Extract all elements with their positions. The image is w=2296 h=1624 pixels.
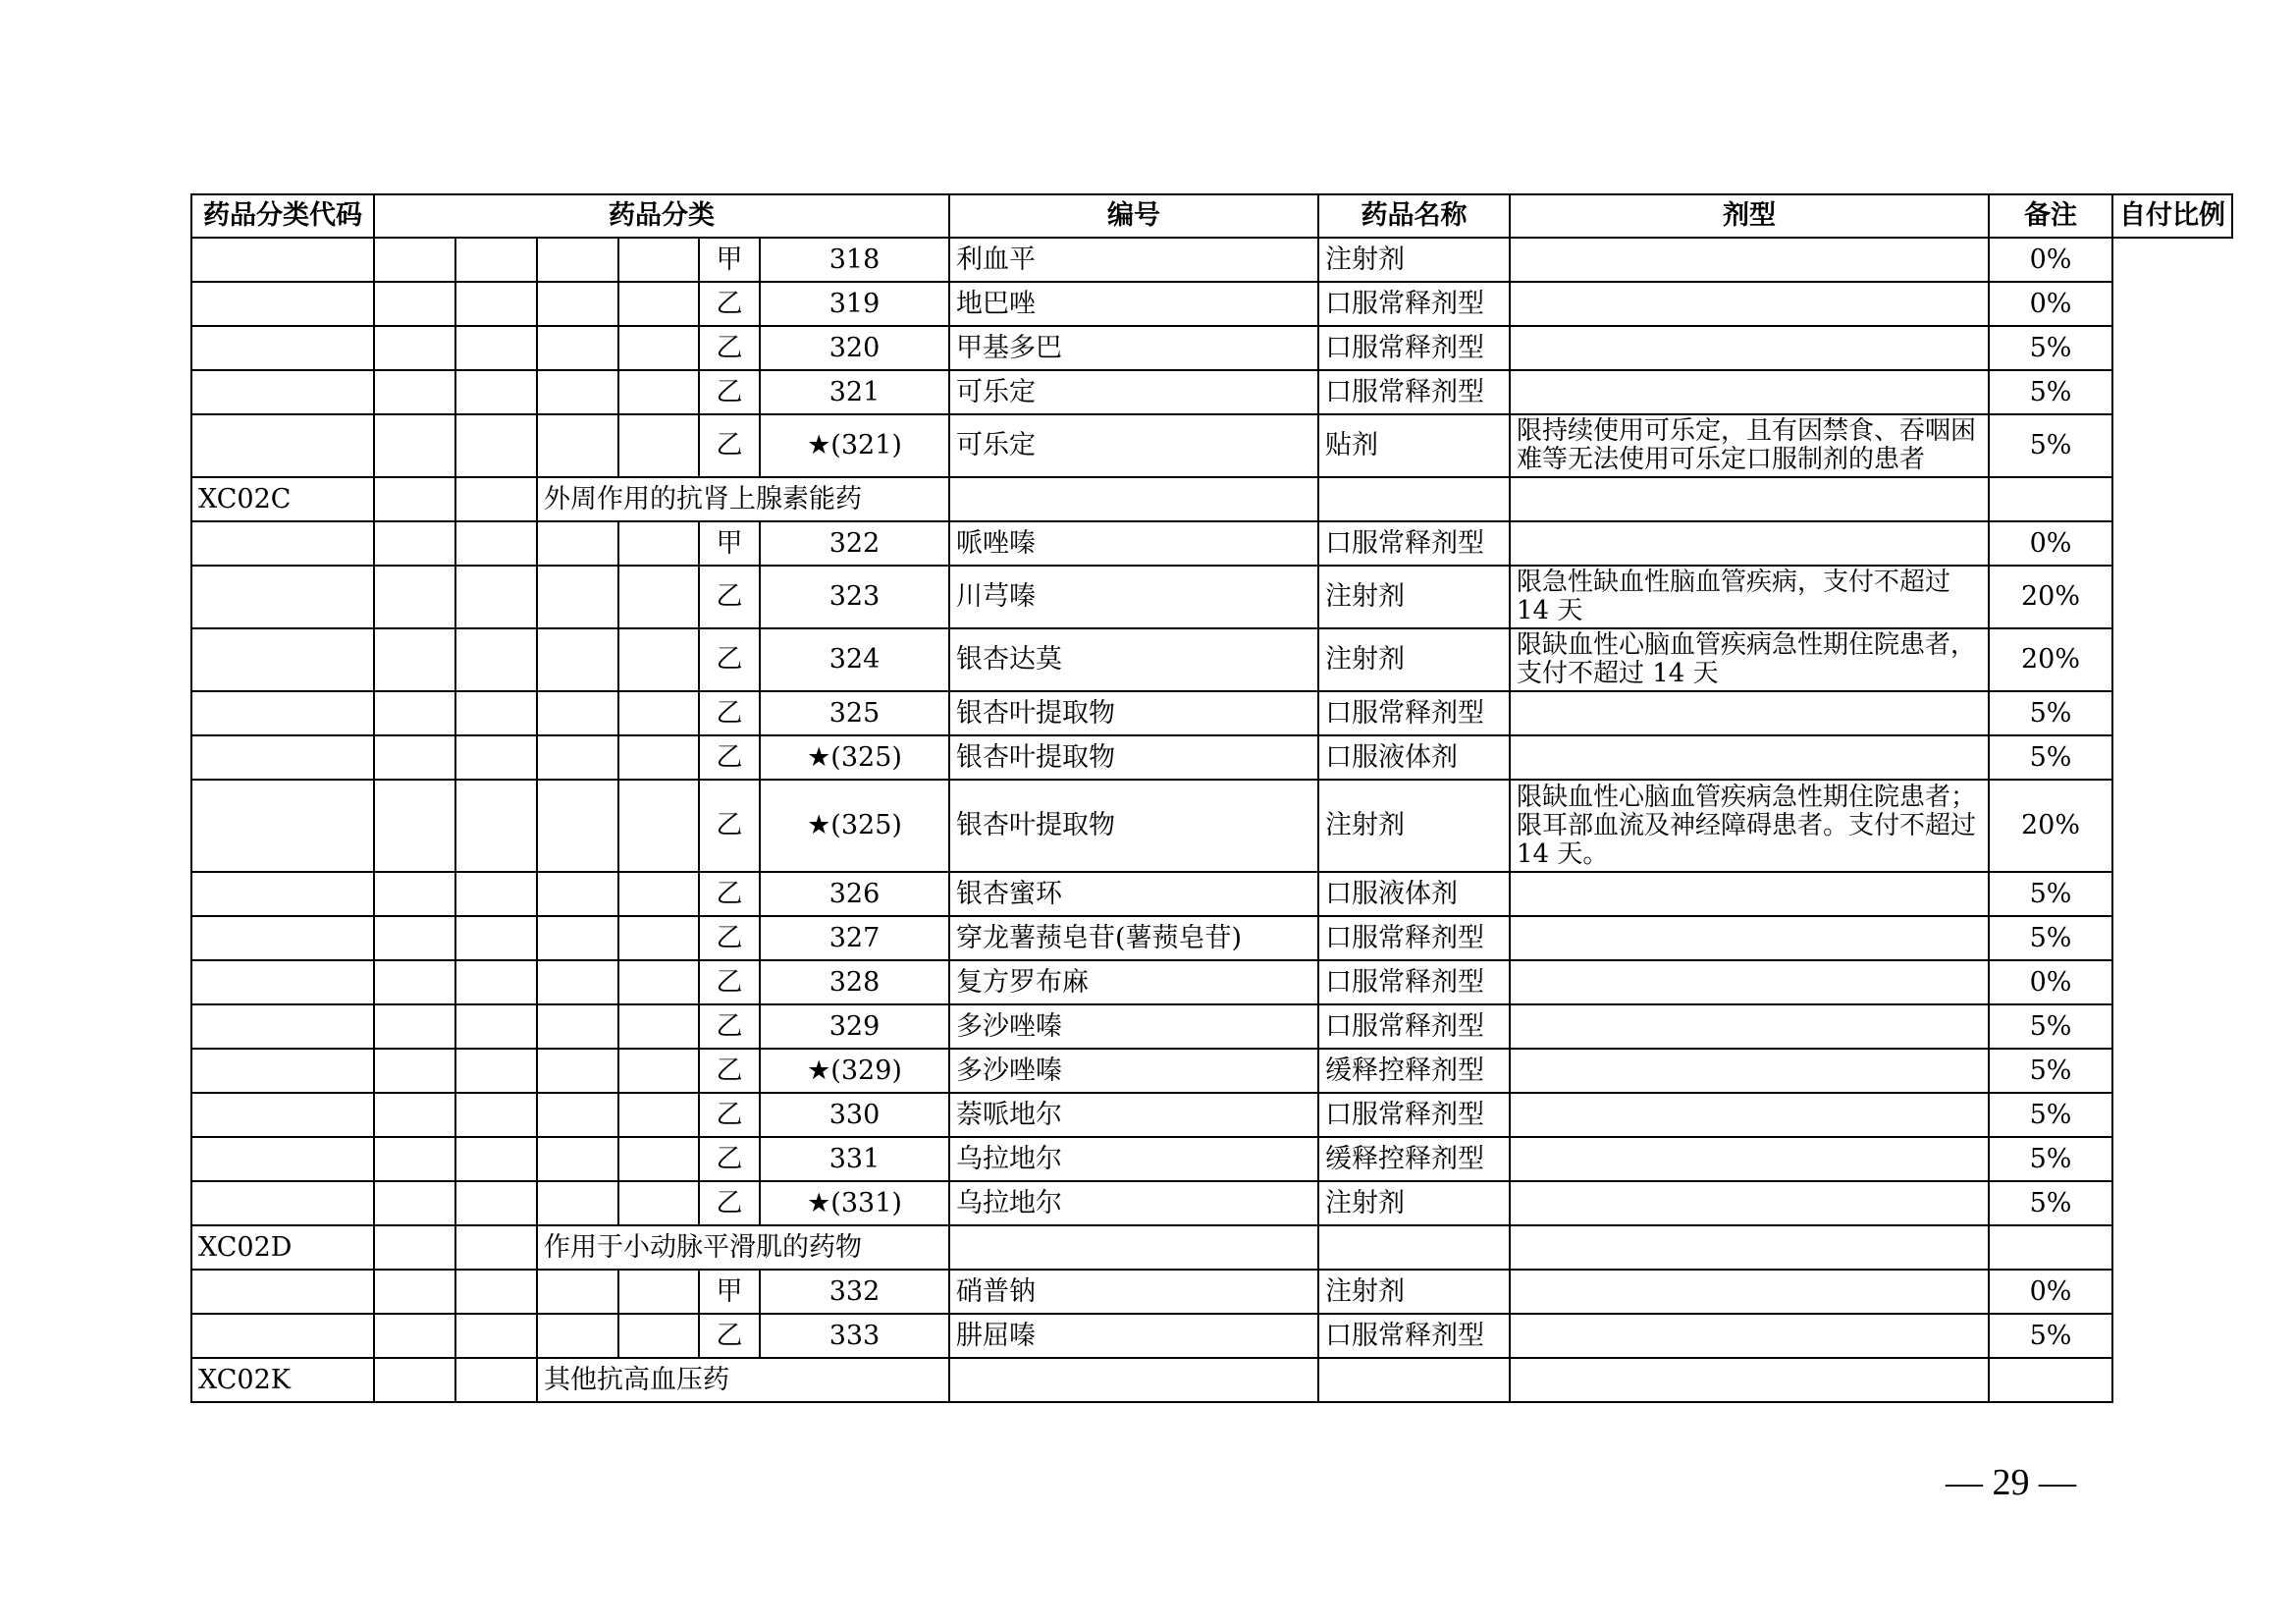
indent-cell (618, 521, 699, 566)
drug-level: 乙 (699, 1181, 760, 1225)
drug-ratio: 5% (1989, 691, 2112, 735)
drug-note (1510, 691, 1989, 735)
indent-cell (374, 960, 455, 1004)
indent-cell (537, 1181, 618, 1225)
drug-form: 口服常释剂型 (1318, 1093, 1510, 1137)
indent-cell (537, 628, 618, 691)
indent-cell (537, 238, 618, 282)
drug-level: 甲 (699, 521, 760, 566)
drug-form: 注射剂 (1318, 780, 1510, 872)
drug-name: 银杏叶提取物 (949, 691, 1318, 735)
drug-name: 多沙唑嗪 (949, 1004, 1318, 1049)
drug-form-cell (1318, 1225, 1510, 1270)
drug-ratio: 0% (1989, 1270, 2112, 1314)
drug-ratio: 20% (1989, 780, 2112, 872)
category-code (191, 521, 374, 566)
category-code (191, 1004, 374, 1049)
indent-cell (618, 691, 699, 735)
indent-cell (618, 370, 699, 414)
drug-ratio: 5% (1989, 1137, 2112, 1181)
indent-cell (537, 780, 618, 872)
category-code (191, 691, 374, 735)
drug-note (1510, 960, 1989, 1004)
drug-note (1510, 1004, 1989, 1049)
category-code (191, 1137, 374, 1181)
drug-form: 口服常释剂型 (1318, 326, 1510, 370)
drug-number: 323 (760, 566, 949, 628)
indent-cell (374, 1270, 455, 1314)
table-row (191, 628, 2232, 691)
drug-note (1510, 1049, 1989, 1093)
drug-ratio: 5% (1989, 1049, 2112, 1093)
header-form: 剂型 (1510, 194, 1989, 238)
drug-level: 乙 (699, 1137, 760, 1181)
drug-name: 多沙唑嗪 (949, 1049, 1318, 1093)
table-row (191, 960, 2232, 1004)
indent-cell (455, 1137, 537, 1181)
drug-number: 321 (760, 370, 949, 414)
indent-cell (618, 238, 699, 282)
indent-cell (537, 1049, 618, 1093)
category-code (191, 1314, 374, 1358)
indent-cell (537, 1314, 618, 1358)
indent-cell (455, 780, 537, 872)
indent-cell (455, 370, 537, 414)
indent-cell (374, 735, 455, 780)
category-code: XC02D (191, 1225, 374, 1270)
drug-ratio: 5% (1989, 735, 2112, 780)
drug-name: 萘哌地尔 (949, 1093, 1318, 1137)
drug-form: 口服常释剂型 (1318, 521, 1510, 566)
indent-cell (374, 1049, 455, 1093)
drug-form: 贴剂 (1318, 414, 1510, 477)
indent-cell (455, 1358, 537, 1402)
ratio-cell (1989, 1225, 2112, 1270)
drug-form: 口服液体剂 (1318, 872, 1510, 916)
category-code (191, 1270, 374, 1314)
indent-cell (455, 326, 537, 370)
drug-ratio: 5% (1989, 872, 2112, 916)
indent-cell (455, 628, 537, 691)
drug-form: 口服常释剂型 (1318, 1004, 1510, 1049)
note-cell (1510, 477, 1989, 521)
drug-form: 注射剂 (1318, 628, 1510, 691)
drug-name: 乌拉地尔 (949, 1181, 1318, 1225)
indent-cell (374, 1137, 455, 1181)
drug-level: 乙 (699, 872, 760, 916)
category-row (191, 477, 2232, 521)
header-number: 编号 (949, 194, 1318, 238)
header-note: 备注 (1989, 194, 2112, 238)
indent-cell (455, 691, 537, 735)
indent-cell (374, 916, 455, 960)
table-row (191, 521, 2232, 566)
header-code: 药品分类代码 (191, 194, 374, 238)
drug-number: 333 (760, 1314, 949, 1358)
indent-cell (537, 1093, 618, 1137)
drug-note: 限缺血性心脑血管疾病急性期住院患者，支付不超过 14 天 (1510, 628, 1989, 691)
table-row (191, 1049, 2232, 1093)
table-row (191, 780, 2232, 872)
category-code (191, 282, 374, 326)
indent-cell (374, 238, 455, 282)
drug-number: ★(325) (760, 780, 949, 872)
drug-level: 乙 (699, 780, 760, 872)
drug-name: 银杏蜜环 (949, 872, 1318, 916)
indent-cell (455, 238, 537, 282)
category-code (191, 916, 374, 960)
drug-ratio: 5% (1989, 1181, 2112, 1225)
drug-name: 硝普钠 (949, 1270, 1318, 1314)
page-number: — 29 — (1946, 1462, 2076, 1503)
category-code (191, 370, 374, 414)
indent-cell (374, 780, 455, 872)
indent-cell (374, 1181, 455, 1225)
drug-name: 银杏达莫 (949, 628, 1318, 691)
indent-cell (374, 566, 455, 628)
table-row (191, 326, 2232, 370)
drug-form: 注射剂 (1318, 238, 1510, 282)
drug-name: 穿龙薯蓣皂苷(薯蓣皂苷) (949, 916, 1318, 960)
drug-number: 324 (760, 628, 949, 691)
indent-cell (455, 477, 537, 521)
table-row (191, 566, 2232, 628)
table-row (191, 691, 2232, 735)
category-code (191, 780, 374, 872)
drug-name: 肼屈嗪 (949, 1314, 1318, 1358)
drug-name: 银杏叶提取物 (949, 780, 1318, 872)
drug-number: 325 (760, 691, 949, 735)
indent-cell (537, 414, 618, 477)
indent-cell (537, 1137, 618, 1181)
drug-form: 口服常释剂型 (1318, 1314, 1510, 1358)
drug-level: 乙 (699, 414, 760, 477)
category-title: 其他抗高血压药 (537, 1358, 949, 1402)
indent-cell (374, 477, 455, 521)
drug-ratio: 5% (1989, 414, 2112, 477)
drug-level: 乙 (699, 326, 760, 370)
table-row (191, 1093, 2232, 1137)
drug-note: 限持续使用可乐定，且有因禁食、吞咽困难等无法使用可乐定口服制剂的患者 (1510, 414, 1989, 477)
drug-name-cell (949, 477, 1318, 521)
drug-name-cell (949, 1225, 1318, 1270)
drug-note (1510, 1270, 1989, 1314)
note-cell (1510, 1225, 1989, 1270)
drug-number: 318 (760, 238, 949, 282)
ratio-cell (1989, 1358, 2112, 1402)
drug-ratio: 5% (1989, 916, 2112, 960)
indent-cell (374, 1225, 455, 1270)
indent-cell (374, 691, 455, 735)
drug-level: 乙 (699, 370, 760, 414)
indent-cell (455, 414, 537, 477)
drug-note (1510, 282, 1989, 326)
note-cell (1510, 1358, 1989, 1402)
drug-ratio: 20% (1989, 566, 2112, 628)
drug-form: 注射剂 (1318, 566, 1510, 628)
indent-cell (455, 960, 537, 1004)
indent-cell (374, 872, 455, 916)
indent-cell (618, 628, 699, 691)
drug-note (1510, 1314, 1989, 1358)
drug-level: 乙 (699, 1314, 760, 1358)
drug-note (1510, 1137, 1989, 1181)
indent-cell (374, 1314, 455, 1358)
drug-form-cell (1318, 477, 1510, 521)
indent-cell (537, 282, 618, 326)
drug-level: 乙 (699, 1004, 760, 1049)
indent-cell (618, 1314, 699, 1358)
table-row (191, 370, 2232, 414)
drug-note (1510, 916, 1989, 960)
table-row (191, 1270, 2232, 1314)
drug-number: 330 (760, 1093, 949, 1137)
indent-cell (618, 1093, 699, 1137)
drug-level: 乙 (699, 282, 760, 326)
category-code: XC02K (191, 1358, 374, 1402)
drug-form: 口服常释剂型 (1318, 282, 1510, 326)
indent-cell (537, 691, 618, 735)
drug-number: 319 (760, 282, 949, 326)
drug-form: 口服常释剂型 (1318, 370, 1510, 414)
table-body (191, 238, 2232, 1402)
indent-cell (537, 521, 618, 566)
indent-cell (618, 1181, 699, 1225)
drug-name: 可乐定 (949, 370, 1318, 414)
drug-form: 口服常释剂型 (1318, 691, 1510, 735)
indent-cell (537, 916, 618, 960)
indent-cell (618, 1049, 699, 1093)
table-row (191, 1004, 2232, 1049)
indent-cell (537, 872, 618, 916)
drug-level: 甲 (699, 238, 760, 282)
drug-number: 332 (760, 1270, 949, 1314)
drug-number: 328 (760, 960, 949, 1004)
table-row (191, 916, 2232, 960)
indent-cell (374, 414, 455, 477)
indent-cell (374, 1004, 455, 1049)
drug-number: 327 (760, 916, 949, 960)
drug-level: 乙 (699, 960, 760, 1004)
drug-ratio: 5% (1989, 370, 2112, 414)
drug-ratio: 0% (1989, 282, 2112, 326)
indent-cell (455, 735, 537, 780)
indent-cell (455, 1049, 537, 1093)
indent-cell (618, 326, 699, 370)
drug-form: 口服液体剂 (1318, 735, 1510, 780)
drug-number: ★(321) (760, 414, 949, 477)
drug-name: 哌唑嗪 (949, 521, 1318, 566)
table-row (191, 1314, 2232, 1358)
indent-cell (618, 566, 699, 628)
table-row (191, 238, 2232, 282)
drug-level: 乙 (699, 1093, 760, 1137)
indent-cell (455, 1093, 537, 1137)
indent-cell (374, 370, 455, 414)
table-row (191, 282, 2232, 326)
table-row (191, 872, 2232, 916)
header-category: 药品分类 (374, 194, 949, 238)
indent-cell (374, 1093, 455, 1137)
drug-ratio: 0% (1989, 238, 2112, 282)
drug-name: 银杏叶提取物 (949, 735, 1318, 780)
indent-cell (618, 1137, 699, 1181)
drug-form-cell (1318, 1358, 1510, 1402)
drug-level: 乙 (699, 691, 760, 735)
indent-cell (618, 916, 699, 960)
drug-number: 320 (760, 326, 949, 370)
category-row (191, 1358, 2232, 1402)
indent-cell (537, 735, 618, 780)
drug-name: 川芎嗪 (949, 566, 1318, 628)
drug-number: ★(325) (760, 735, 949, 780)
indent-cell (618, 735, 699, 780)
indent-cell (537, 1270, 618, 1314)
drug-level: 乙 (699, 1049, 760, 1093)
drug-ratio: 5% (1989, 1004, 2112, 1049)
drug-note (1510, 735, 1989, 780)
indent-cell (455, 282, 537, 326)
drug-note: 限急性缺血性脑血管疾病，支付不超过14 天 (1510, 566, 1989, 628)
indent-cell (618, 282, 699, 326)
indent-cell (455, 1270, 537, 1314)
category-code (191, 735, 374, 780)
category-title: 作用于小动脉平滑肌的药物 (537, 1225, 949, 1270)
category-code (191, 628, 374, 691)
category-title: 外周作用的抗肾上腺素能药 (537, 477, 949, 521)
indent-cell (455, 521, 537, 566)
drug-ratio: 5% (1989, 1314, 2112, 1358)
drug-number: 331 (760, 1137, 949, 1181)
ratio-cell (1989, 477, 2112, 521)
drug-note (1510, 521, 1989, 566)
indent-cell (537, 566, 618, 628)
category-code (191, 872, 374, 916)
drug-level: 甲 (699, 1270, 760, 1314)
drug-name: 复方罗布麻 (949, 960, 1318, 1004)
category-code (191, 414, 374, 477)
indent-cell (618, 414, 699, 477)
indent-cell (455, 566, 537, 628)
drug-ratio: 20% (1989, 628, 2112, 691)
drug-ratio: 0% (1989, 960, 2112, 1004)
category-code (191, 1181, 374, 1225)
indent-cell (374, 628, 455, 691)
header-ratio: 自付比例 (2112, 194, 2232, 238)
drug-name: 可乐定 (949, 414, 1318, 477)
drug-form: 注射剂 (1318, 1181, 1510, 1225)
category-code (191, 566, 374, 628)
drug-note (1510, 238, 1989, 282)
drug-form: 注射剂 (1318, 1270, 1510, 1314)
header-name: 药品名称 (1318, 194, 1510, 238)
table-row (191, 414, 2232, 477)
drug-note (1510, 872, 1989, 916)
drug-number: 329 (760, 1004, 949, 1049)
indent-cell (537, 960, 618, 1004)
category-row (191, 1225, 2232, 1270)
drug-level: 乙 (699, 628, 760, 691)
indent-cell (618, 960, 699, 1004)
drug-ratio: 5% (1989, 326, 2112, 370)
drug-number: 326 (760, 872, 949, 916)
indent-cell (618, 780, 699, 872)
drug-ratio: 5% (1989, 1093, 2112, 1137)
drug-note (1510, 370, 1989, 414)
drug-form: 缓释控释剂型 (1318, 1137, 1510, 1181)
indent-cell (537, 370, 618, 414)
drug-number: ★(329) (760, 1049, 949, 1093)
indent-cell (537, 1004, 618, 1049)
drug-number: ★(331) (760, 1181, 949, 1225)
table-header-row (191, 194, 2232, 238)
drug-name: 利血平 (949, 238, 1318, 282)
category-code (191, 1093, 374, 1137)
drug-note (1510, 1093, 1989, 1137)
category-code (191, 960, 374, 1004)
drug-name: 地巴唑 (949, 282, 1318, 326)
drug-table (190, 193, 2233, 1403)
drug-form: 口服常释剂型 (1318, 960, 1510, 1004)
drug-note: 限缺血性心脑血管疾病急性期住院患者；限耳部血流及神经障碍患者。支付不超过 14 天。 (1510, 780, 1989, 872)
indent-cell (618, 1004, 699, 1049)
drug-name: 乌拉地尔 (949, 1137, 1318, 1181)
drug-form: 口服常释剂型 (1318, 916, 1510, 960)
indent-cell (455, 1004, 537, 1049)
category-code (191, 1049, 374, 1093)
indent-cell (455, 916, 537, 960)
table-row (191, 735, 2232, 780)
drug-name-cell (949, 1358, 1318, 1402)
category-code: XC02C (191, 477, 374, 521)
indent-cell (618, 1270, 699, 1314)
indent-cell (374, 326, 455, 370)
drug-name: 甲基多巴 (949, 326, 1318, 370)
indent-cell (374, 282, 455, 326)
indent-cell (455, 1181, 537, 1225)
indent-cell (374, 521, 455, 566)
drug-level: 乙 (699, 735, 760, 780)
drug-ratio: 0% (1989, 521, 2112, 566)
drug-number: 322 (760, 521, 949, 566)
indent-cell (537, 326, 618, 370)
indent-cell (455, 1225, 537, 1270)
drug-level: 乙 (699, 916, 760, 960)
drug-form: 缓释控释剂型 (1318, 1049, 1510, 1093)
drug-note (1510, 326, 1989, 370)
drug-level: 乙 (699, 566, 760, 628)
category-code (191, 326, 374, 370)
category-code (191, 238, 374, 282)
indent-cell (618, 872, 699, 916)
table-row (191, 1137, 2232, 1181)
indent-cell (455, 872, 537, 916)
drug-note (1510, 1181, 1989, 1225)
table-row (191, 1181, 2232, 1225)
indent-cell (455, 1314, 537, 1358)
indent-cell (374, 1358, 455, 1402)
